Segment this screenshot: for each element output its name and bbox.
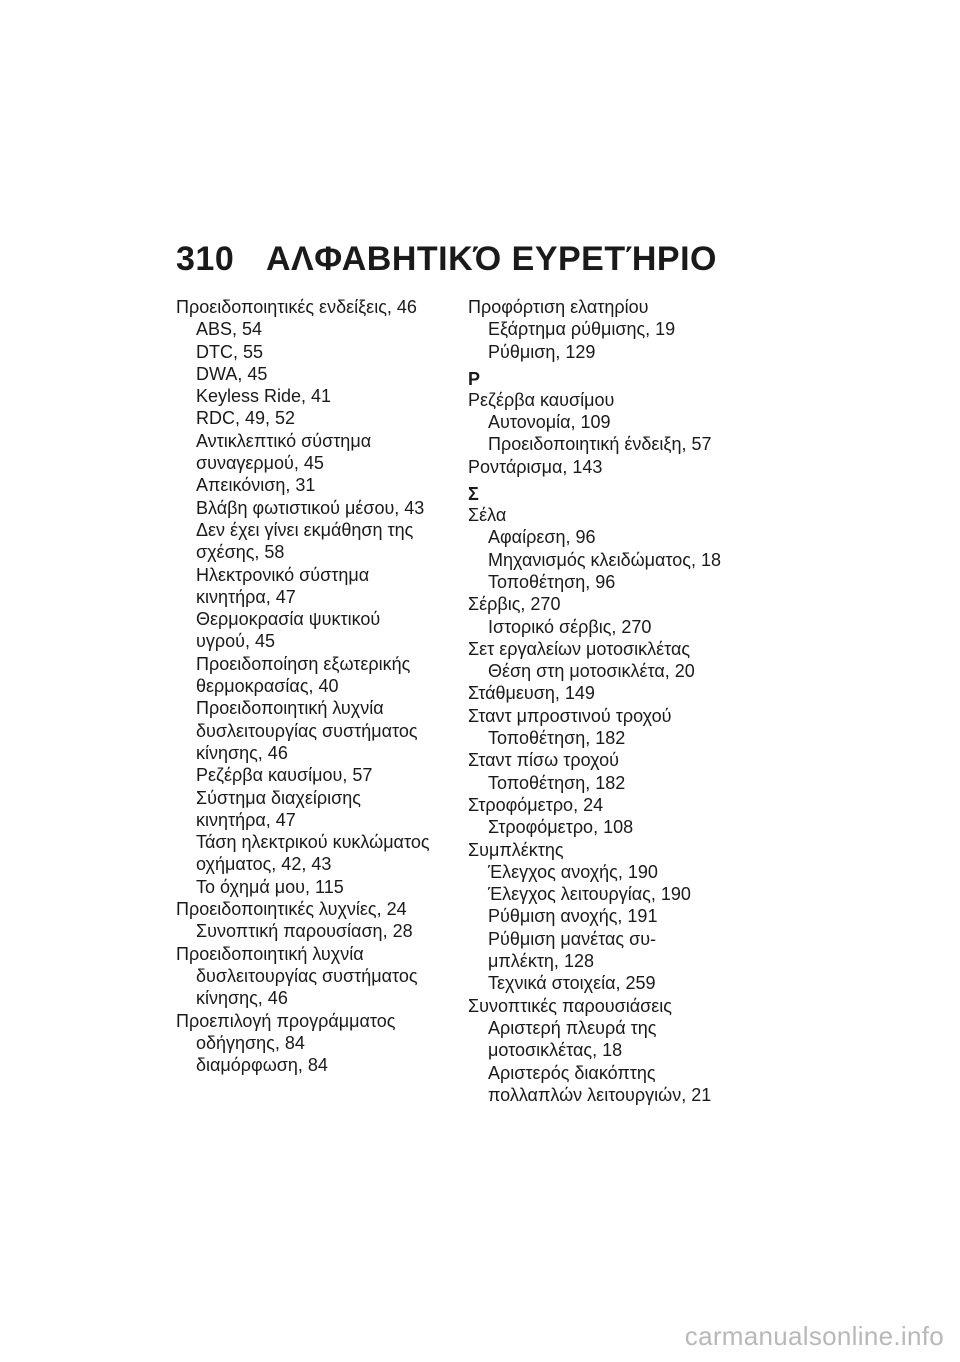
index-subentry: Keyless Ride, 41 xyxy=(196,386,332,407)
index-subentry: Αριστερή πλευρά της xyxy=(488,1017,657,1038)
index-entry: Σέλα xyxy=(468,505,507,526)
index-subentry: μπλέκτη, 128 xyxy=(488,951,594,972)
index-subentry: υγρού, 45 xyxy=(196,631,275,652)
index-subentry: Τοποθέτηση, 182 xyxy=(488,728,626,749)
page-header xyxy=(176,240,717,279)
index-entry: Στάθμευση, 149 xyxy=(468,683,595,704)
index-subentry: Προειδοποιητική ένδειξη, 57 xyxy=(488,434,712,455)
index-subentry: δυσλειτουργίας συστήματος xyxy=(196,965,418,986)
index-subentry: σχέσης, 58 xyxy=(196,542,285,563)
index-subentry: Το όχημά μου, 115 xyxy=(196,876,344,897)
index-letter-heading: Ρ xyxy=(468,368,481,389)
index-subentry: Τοποθέτηση, 96 xyxy=(488,571,616,592)
index-subentry: ABS, 54 xyxy=(196,319,263,340)
index-subentry: θερμοκρασίας, 40 xyxy=(196,676,339,697)
index-subentry: Αριστερός διακόπτης xyxy=(488,1062,656,1083)
index-entry: Προεπιλογή προγράμματος xyxy=(176,1010,396,1031)
index-entry: Ρεζέρβα καυσίμου xyxy=(468,389,615,410)
index-subentry: δυσλειτουργίας συστήματος xyxy=(196,720,418,741)
index-column-right xyxy=(468,296,758,1106)
index-column-left xyxy=(176,296,456,1076)
index-subentry: Ηλεκτρονικό σύστημα xyxy=(196,564,370,585)
index-subentry: Συνοπτική παρουσίαση, 28 xyxy=(196,921,413,942)
index-subentry: Ιστορικό σέρβις, 270 xyxy=(488,616,652,637)
index-entry: Ροντάρισμα, 143 xyxy=(468,456,603,477)
index-entry: Συνοπτικές παρουσιάσεις xyxy=(468,995,672,1016)
index-entry: Στροφόμετρο, 24 xyxy=(468,794,604,815)
index-subentry: Σύστημα διαχείρισης xyxy=(196,787,361,808)
index-entry: Σετ εργαλείων μοτοσικλέτας xyxy=(468,638,691,659)
index-subentry: Θέση στη μοτοσικλέτα, 20 xyxy=(488,661,695,682)
index-entry: Σταντ πίσω τροχού xyxy=(468,750,619,771)
index-subentry: Έλεγχος λειτουργίας, 190 xyxy=(488,884,691,905)
index-subentry: Αφαίρεση, 96 xyxy=(488,527,596,548)
index-entry: Προειδοποιητικές ενδείξεις, 46 xyxy=(176,297,417,317)
index-entry: Συμπλέκτης xyxy=(468,839,564,860)
index-entry: Προειδοποιητική λυχνία xyxy=(176,943,364,964)
index-subentry: κίνησης, 46 xyxy=(196,742,288,763)
index-subentry: Τεχνικά στοιχεία, 259 xyxy=(488,973,656,994)
index-subentry: διαμόρφωση, 84 xyxy=(196,1055,328,1076)
index-subentry: Ρύθμιση, 129 xyxy=(488,341,596,362)
index-subentry: Αντικλεπτικό σύστημα xyxy=(196,430,372,451)
index-subentry: Τάση ηλεκτρικού κυκλώματος xyxy=(196,832,430,853)
index-subentry: DTC, 55 xyxy=(196,341,264,362)
index-subentry: κινητήρα, 47 xyxy=(196,809,296,830)
index-subentry: κινητήρα, 47 xyxy=(196,586,296,607)
index-subentry: Στροφόμετρο, 108 xyxy=(488,817,634,838)
index-subentry: Ρεζέρβα καυσίμου, 57 xyxy=(196,765,373,786)
index-subentry: Ρύθμιση ανοχής, 191 xyxy=(488,906,658,927)
index-subentry: Θερμοκρασία ψυκτικού xyxy=(196,609,381,630)
index-subentry: πολλαπλών λειτουργιών, 21 xyxy=(488,1084,712,1105)
index-subentry: DWA, 45 xyxy=(196,363,268,384)
index-subentry: συναγερμού, 45 xyxy=(196,453,324,474)
index-subentry: Βλάβη φωτιστικού μέσου, 43 xyxy=(196,497,425,518)
index-subentry: Απεικόνιση, 31 xyxy=(196,475,316,496)
index-entry: Σέρβις, 270 xyxy=(468,594,561,615)
index-entry: Σταντ μπροστινού τροχού xyxy=(468,705,672,726)
index-subentry: Ρύθμιση μανέτας συ- xyxy=(488,928,657,949)
index-subentry: κίνησης, 46 xyxy=(196,988,288,1009)
index-subentry: οδήγησης, 84 xyxy=(196,1032,305,1053)
index-entry: Προειδοποιητικές λυχνίες, 24 xyxy=(176,899,407,920)
index-subentry: Εξάρτημα ρύθμισης, 19 xyxy=(488,319,676,340)
index-subentry: Τοποθέτηση, 182 xyxy=(488,772,626,793)
index-subentry: RDC, 49, 52 xyxy=(196,408,296,429)
index-subentry: Αυτονομία, 109 xyxy=(488,412,611,433)
page-number: 310 xyxy=(176,240,235,278)
index-subentry: μοτοσικλέτας, 18 xyxy=(488,1040,623,1061)
page-title: ΑΛΦΑΒΗΤΙΚΌ ΕΥΡΕΤΉΡΙΟ xyxy=(266,240,717,278)
index-subentry: Μηχανισμός κλειδώματος, 18 xyxy=(488,549,721,570)
index-letter-heading: Σ xyxy=(468,484,479,505)
index-subentry: Δεν έχει γίνει εκμάθηση της xyxy=(196,519,414,540)
index-subentry: Έλεγχος ανοχής, 190 xyxy=(488,861,658,882)
index-subentry: Προειδοποιητική λυχνία xyxy=(196,698,384,719)
index-subentry: οχήματος, 42, 43 xyxy=(196,854,332,875)
watermark: carmanualsonline.info xyxy=(684,1321,944,1351)
index-subentry: Προειδοποίηση εξωτερικής xyxy=(196,653,411,674)
index-entry: Προφόρτιση ελατηρίου xyxy=(468,297,649,317)
